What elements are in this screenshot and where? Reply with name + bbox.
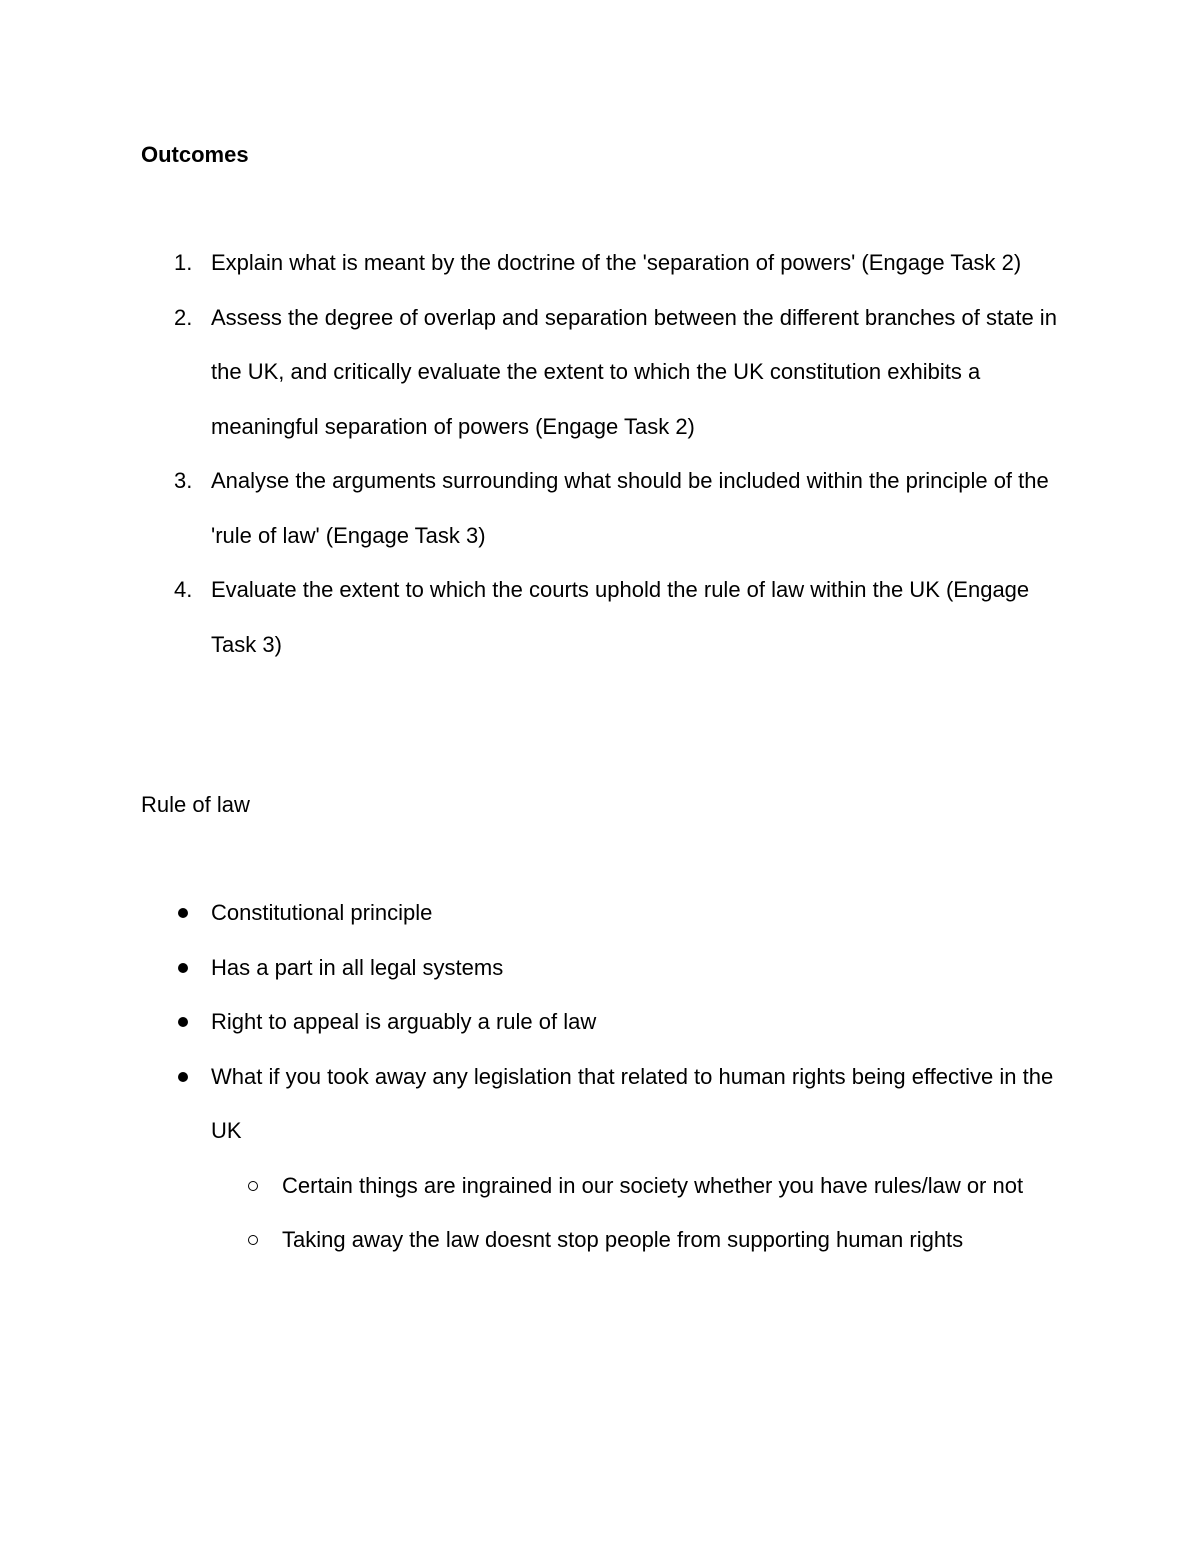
outcome-item [0,236,1061,291]
sub-bullet-item [0,1159,1062,1214]
bullet-text: Right to appeal is arguably a rule of law [211,1009,597,1034]
outcome-item [0,291,1061,455]
bullet-text: Has a part in all legal systems [211,954,504,980]
outcome-text: Assess the degree of overlap and separation between the different branches of state in the UK, and critically evaluate the extent to which the UK constitution exhibits a meaningful separation of powers (Engage Task 2) [211,304,1057,439]
list-number: 2. [174,304,193,330]
hollow-bullet-icon [248,1235,258,1245]
outcome-item [0,454,1061,563]
sub-bullet-text: Certain things are ingrained in our society whether you have rules/law or not [282,1172,1024,1198]
bullet-item [0,941,1061,996]
bullet-text: Constitutional principle [211,900,433,925]
list-number: 4. [174,577,193,602]
bullet-icon [178,1017,188,1027]
sub-bullet-item [0,1213,1062,1268]
rule-of-law-list [0,886,1200,1268]
outcome-text: Analyse the arguments surrounding what should be included within the principle of the 'rule of law' (Engage Task 3) [211,468,1049,548]
outcomes-list [0,236,1200,672]
bullet-item [0,886,1061,941]
bullet-icon [178,963,188,973]
hollow-bullet-icon [248,1181,258,1191]
outcome-text: Explain what is meant by the doctrine of the 'separation of powers' (Engage Task 2) [211,250,1022,275]
rule-of-law-heading: Rule of law [141,792,250,817]
outcomes-heading: Outcomes [141,142,249,167]
outcome-item [0,563,1061,672]
bullet-icon [178,908,188,918]
bullet-item [0,1050,1061,1159]
list-number: 3. [174,468,193,493]
sub-bullet-text: Taking away the law doesnt stop people from supporting human rights [282,1227,964,1252]
bullet-icon [178,1072,188,1082]
bullet-item [0,995,1061,1050]
list-number: 1. [174,250,193,275]
bullet-text: What if you took away any legislation that related to human rights being effective in the UK [211,1063,1054,1143]
outcome-text: Evaluate the extent to which the courts uphold the rule of law within the UK (Engage Task 3) [211,577,1030,657]
